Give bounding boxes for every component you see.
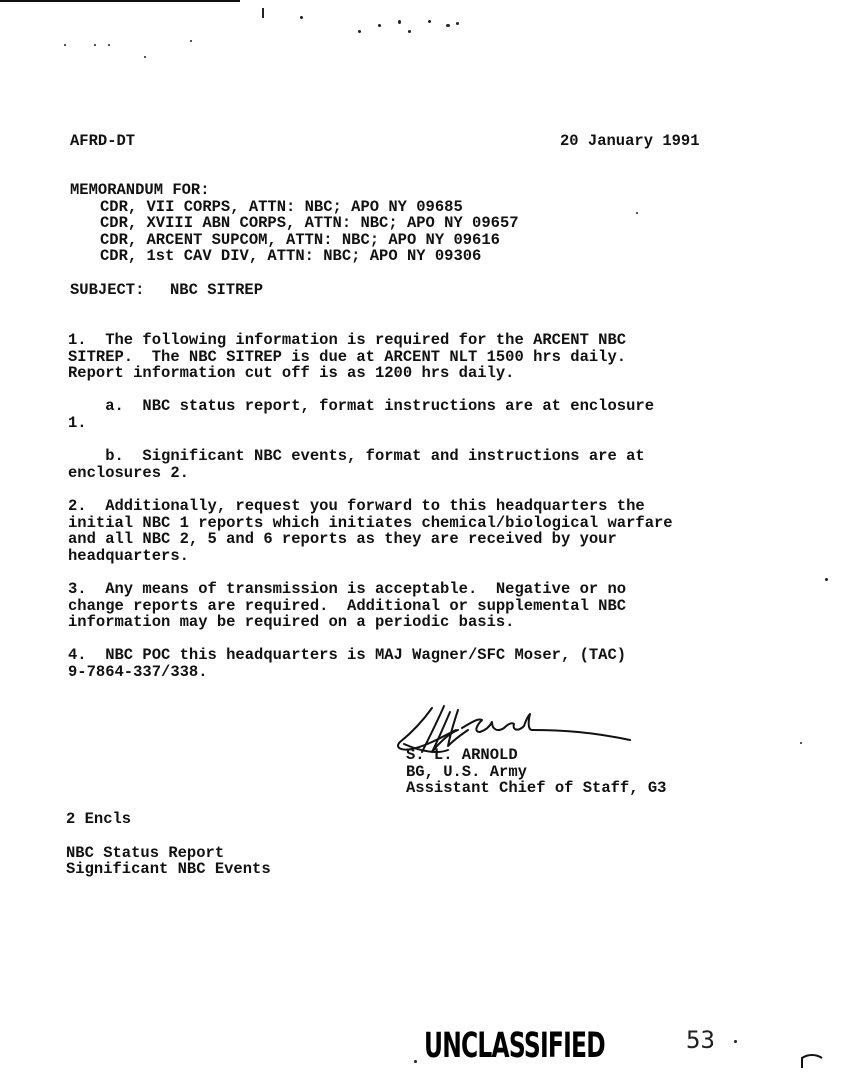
text-line: a. NBC status report, format instructions are at enclosure — [68, 397, 654, 415]
scan-speck — [414, 1060, 417, 1063]
paragraph-1a — [68, 398, 748, 431]
office-symbol: AFRD-DT — [70, 132, 136, 150]
memo-date: 20 January 1991 — [560, 132, 700, 150]
text-line: 9-7864-337/338. — [68, 662, 208, 681]
text-line: 1. The following information is required for the ARCENT NBC — [68, 331, 627, 349]
scan-edge-line — [0, 0, 240, 2]
text-line: information may be required on a periodic basis. — [68, 613, 515, 631]
enclosure-item: NBC Status Report — [66, 844, 225, 862]
scan-speck — [825, 578, 828, 581]
text-line: SITREP. The NBC SITREP is due at ARCENT NLT 1500 hrs daily. — [68, 347, 627, 366]
scan-speck — [190, 40, 192, 42]
text-line: Report information cut off is as 1200 hrs daily. — [68, 364, 515, 382]
recipient-line: CDR, ARCENT SUPCOM, ATTN: NBC; APO NY 09616 — [100, 231, 500, 249]
paragraph-4 — [68, 647, 748, 680]
scan-speck — [428, 20, 431, 23]
text-line: enclosures 2. — [68, 463, 189, 482]
scan-speck — [378, 24, 381, 27]
signer-name: S. L. ARNOLD — [406, 746, 518, 764]
text-line: 4. NBC POC this headquarters is MAJ Wagner/SFC Moser, (TAC) — [68, 646, 627, 664]
scan-speck — [262, 8, 264, 18]
scan-speck — [94, 44, 96, 46]
scan-speck — [358, 30, 361, 33]
scan-speck — [456, 22, 459, 25]
text-line: 2. Additionally, request you forward to this headquarters the — [68, 497, 645, 515]
scan-speck — [300, 16, 303, 19]
subject-text: NBC SITREP — [170, 281, 264, 299]
corner-mark-icon — [800, 1052, 824, 1070]
recipient-line: CDR, 1st CAV DIV, ATTN: NBC; APO NY 09306 — [100, 247, 482, 265]
paragraph-3 — [68, 581, 748, 631]
scan-speck — [800, 742, 802, 744]
text-line: headquarters. — [68, 546, 189, 565]
enclosure-item: Significant NBC Events — [66, 860, 271, 878]
memorandum-label: MEMORANDUM FOR: — [70, 181, 210, 199]
scan-speck — [108, 44, 110, 46]
paragraph-1b — [68, 448, 748, 481]
paragraph-1 — [68, 332, 748, 382]
scan-speck — [734, 1040, 737, 1043]
classification-stamp: UNCLASSIFIED — [424, 1026, 605, 1067]
enclosure-count: 2 Encls — [66, 810, 132, 828]
text-line: and all NBC 2, 5 and 6 reports as they are received by your — [68, 530, 617, 548]
scan-speck — [636, 212, 638, 214]
scan-speck — [408, 30, 411, 33]
scan-speck — [446, 24, 450, 27]
recipient-line: CDR, VII CORPS, ATTN: NBC; APO NY 09685 — [100, 198, 463, 216]
paragraph-2 — [68, 498, 748, 564]
text-line: 1. — [68, 413, 87, 432]
scan-speck — [398, 20, 401, 24]
text-line: change reports are required. Additional or supplemental NBC — [68, 596, 627, 615]
signer-rank: BG, U.S. Army — [406, 763, 527, 781]
text-line: initial NBC 1 reports which initiates chemical/biological warfare — [68, 513, 673, 532]
signer-title: Assistant Chief of Staff, G3 — [406, 779, 667, 797]
recipient-line: CDR, XVIII ABN CORPS, ATTN: NBC; APO NY 09657 — [100, 214, 519, 232]
scan-speck — [64, 44, 66, 46]
page-number: 53 — [686, 1026, 715, 1054]
subject-label: SUBJECT: — [70, 281, 145, 299]
text-line: b. Significant NBC events, format and instructions are at — [68, 447, 645, 465]
scan-speck — [144, 56, 146, 58]
text-line: 3. Any means of transmission is acceptable. Negative or no — [68, 580, 627, 598]
